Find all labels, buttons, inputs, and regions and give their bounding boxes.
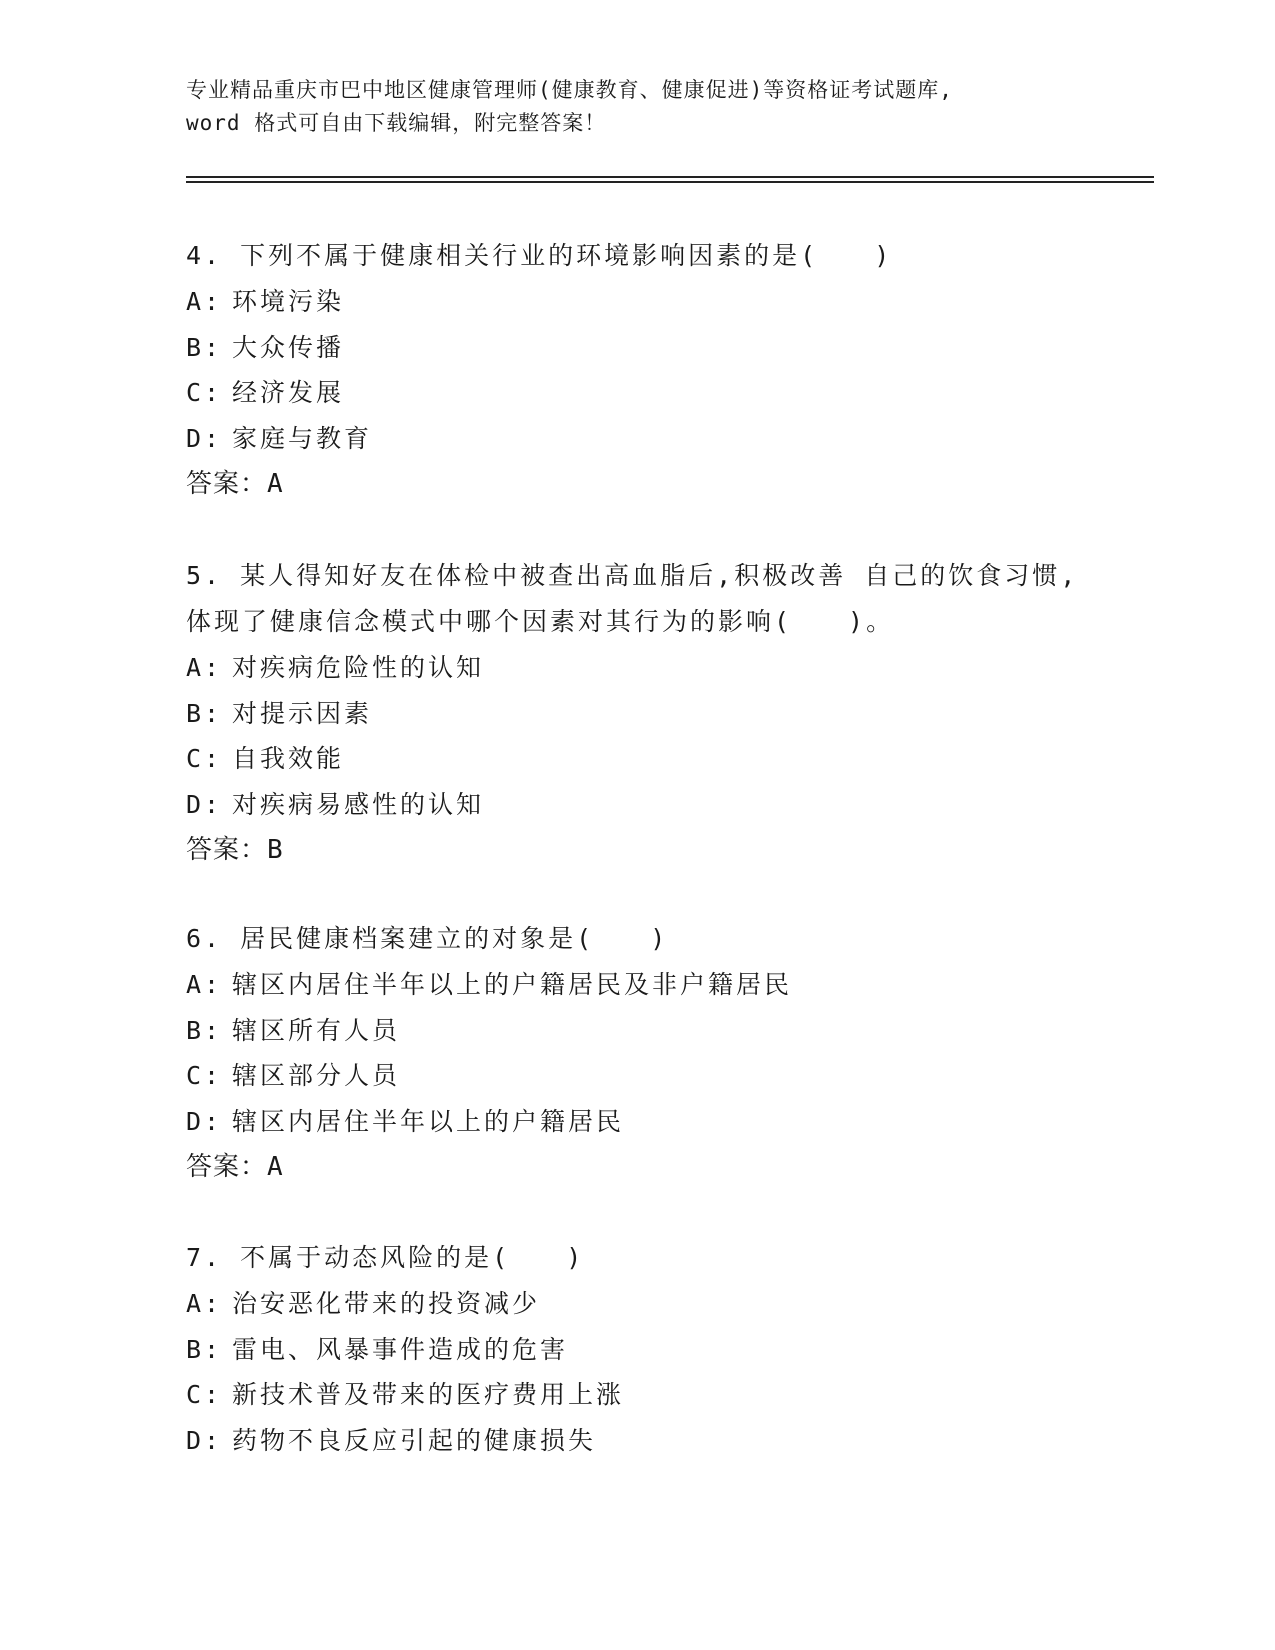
- option-text: 环境污染: [232, 287, 345, 316]
- option-key: C:: [186, 1061, 223, 1090]
- option-text: 家庭与教育: [232, 423, 373, 453]
- option-key: D:: [186, 789, 223, 819]
- question-stem: 4. 下列不属于健康相关行业的环境影响因素的是( ): [186, 241, 893, 270]
- option-key: B:: [186, 1334, 223, 1364]
- header-line-1: 专业精品重庆市巴中地区健康管理师(健康教育、健康促进)等资格证考试题库,: [186, 78, 953, 102]
- document-header: [186, 74, 1086, 140]
- option-a: [186, 1281, 1086, 1327]
- option-d: [186, 1418, 1086, 1464]
- option-key: D:: [186, 1425, 223, 1455]
- option-c: [186, 736, 1086, 782]
- option-text: 辖区内居住半年以上的户籍居民: [232, 1106, 625, 1136]
- answer-label: 答案：: [186, 835, 268, 865]
- option-text: 辖区所有人员: [232, 1015, 401, 1045]
- option-key: B:: [186, 332, 223, 362]
- question-7: [186, 1235, 1086, 1463]
- question-5: [186, 553, 1086, 873]
- option-text: 自我效能: [232, 744, 345, 773]
- header-divider-bottom: [186, 181, 1154, 183]
- option-key: C:: [186, 378, 223, 407]
- option-d: [186, 1099, 1086, 1145]
- answer-line: [186, 827, 1086, 873]
- answer-value: B: [267, 835, 284, 865]
- option-a: [186, 962, 1086, 1008]
- option-key: C:: [186, 744, 223, 773]
- option-text: 治安恶化带来的投资减少: [232, 1289, 541, 1318]
- option-text: 大众传播: [232, 332, 345, 362]
- question-stem: 6. 居民健康档案建立的对象是( ): [186, 924, 669, 953]
- option-key: C:: [186, 1380, 223, 1409]
- option-key: A:: [186, 1289, 223, 1318]
- option-key: A:: [186, 287, 223, 316]
- header-line-2: word 格式可自由下载编辑，附完整答案！: [186, 111, 607, 135]
- option-text: 雷电、风暴事件造成的危害: [232, 1334, 569, 1364]
- question-stem: 7. 不属于动态风险的是( ): [186, 1243, 585, 1272]
- answer-value: A: [267, 1152, 284, 1182]
- option-a: [186, 279, 1086, 325]
- answer-line: [186, 461, 1086, 507]
- question-stem: 5. 某人得知好友在体检中被查出高血脂后,积极改善 自己的饮食习惯,体现了健康信念模式中哪个因素对其行为的影响( )。: [186, 561, 1079, 636]
- option-text: 经济发展: [232, 378, 345, 407]
- option-text: 对疾病危险性的认知: [232, 653, 485, 682]
- option-key: A:: [186, 970, 223, 999]
- option-b: [186, 691, 1086, 737]
- answer-label: 答案：: [186, 469, 268, 499]
- answer-line: [186, 1144, 1086, 1190]
- option-key: D:: [186, 1106, 223, 1136]
- option-key: B:: [186, 1015, 223, 1045]
- option-d: [186, 416, 1086, 462]
- question-6: [186, 916, 1086, 1190]
- option-b: [186, 325, 1086, 371]
- option-d: [186, 782, 1086, 828]
- option-c: [186, 1053, 1086, 1099]
- question-4: [186, 233, 1086, 507]
- option-key: B:: [186, 698, 223, 728]
- option-text: 新技术普及带来的医疗费用上涨: [232, 1380, 625, 1409]
- option-text: 辖区内居住半年以上的户籍居民及非户籍居民: [232, 970, 793, 999]
- option-key: A:: [186, 653, 223, 682]
- answer-value: A: [267, 469, 284, 499]
- option-c: [186, 1372, 1086, 1418]
- header-divider-top: [186, 176, 1154, 178]
- option-b: [186, 1008, 1086, 1054]
- option-text: 对疾病易感性的认知: [232, 789, 485, 819]
- option-text: 对提示因素: [232, 698, 373, 728]
- option-text: 药物不良反应引起的健康损失: [232, 1425, 597, 1455]
- option-b: [186, 1327, 1086, 1373]
- option-a: [186, 645, 1086, 691]
- option-c: [186, 370, 1086, 416]
- option-text: 辖区部分人员: [232, 1061, 401, 1090]
- answer-label: 答案：: [186, 1152, 268, 1182]
- option-key: D:: [186, 423, 223, 453]
